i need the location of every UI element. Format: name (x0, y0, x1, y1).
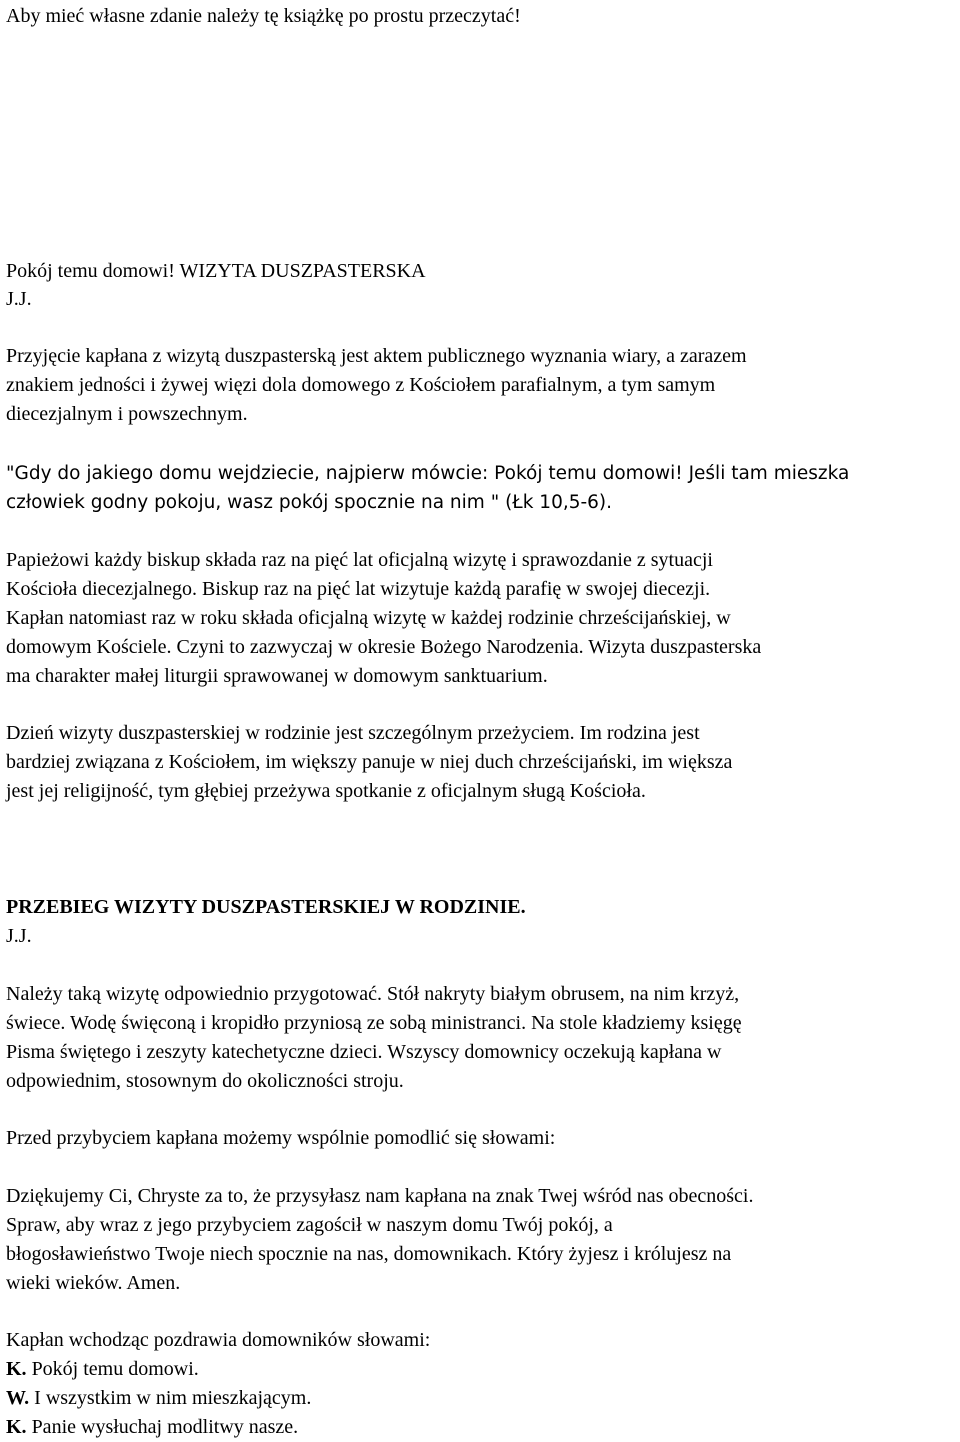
paragraph-line: Dzień wizyty duszpasterskiej w rodzinie jest szczególnym przeżyciem. Im rodzina jest (6, 722, 700, 744)
paragraph-line: Przed przybyciem kapłana możemy wspólnie pomodlić się słowami: (6, 1127, 556, 1149)
dialogue-text: I wszystkim w nim mieszkającym. (29, 1387, 312, 1409)
paragraph-line: Kapłan natomiast raz w roku składa oficjalną wizytę w każdej rodzinie chrześcijańskiej, w (6, 607, 731, 629)
paragraph-line: jest jej religijność, tym głębiej przeżywa spotkanie z oficjalnym sługą Kościoła. (6, 780, 646, 802)
dialogue-line (6, 1413, 298, 1442)
paragraph-line: Kościoła diecezjalnego. Biskup raz na pięć lat wizytuje każdą parafię w swojej diecezji. (6, 578, 711, 600)
dialogue-speaker: K. (6, 1358, 27, 1380)
paragraph-line: bardziej związana z Kościołem, im większy panuje w niej duch chrześcijański, im większa (6, 751, 733, 773)
paragraph-line: diecezjalnym i powszechnym. (6, 403, 248, 425)
paragraph-line: ma charakter małej liturgii sprawowanej w domowym sanktuarium. (6, 665, 548, 687)
paragraph-line: świece. Wodę święconą i kropidło przyniosą ze sobą ministranci. Na stole kładziemy księgę (6, 1012, 742, 1034)
paragraph-line: człowiek godny pokoju, wasz pokój spocznie na nim " (Łk 10,5-6). (6, 492, 613, 513)
paragraph-line: domowym Kościele. Czyni to zazwyczaj w okresie Bożego Narodzenia. Wizyta duszpasterska (6, 636, 762, 658)
paragraph-line: Pisma świętego i zeszyty katechetyczne dzieci. Wszyscy domownicy oczekują kapłana w (6, 1041, 722, 1063)
dialogue-line (6, 1384, 311, 1413)
dialogue-speaker: K. (6, 1416, 27, 1438)
paragraph-line: Kapłan wchodząc pozdrawia domowników słowami: (6, 1329, 431, 1351)
section-1-heading: Pokój temu domowi! WIZYTA DUSZPASTERSKA (6, 260, 426, 282)
paragraph-line: Dziękujemy Ci, Chryste za to, że przysyłasz nam kapłana na znak Twej wśród nas obecności. (6, 1185, 754, 1207)
paragraph-line: Należy taką wizytę odpowiednio przygotować. Stół nakryty białym obrusem, na nim krzyż, (6, 983, 740, 1005)
paragraph-line: "Gdy do jakiego domu wejdziecie, najpierw mówcie: Pokój temu domowi! Jeśli tam mieszka (6, 463, 850, 484)
paragraph-line: błogosławieństwo Twoje niech spocznie na nas, domownikach. Który żyjesz i królujesz na (6, 1243, 732, 1265)
dialogue-speaker: W. (6, 1387, 30, 1409)
intro-line: Aby mieć własne zdanie należy tę książkę po prostu przeczytać! (6, 5, 521, 27)
dialogue-text: Panie wysłuchaj modlitwy nasze. (26, 1416, 299, 1438)
dialogue-text: Pokój temu domowi. (26, 1358, 199, 1380)
dialogue-line (6, 1355, 199, 1384)
paragraph-line: Papieżowi każdy biskup składa raz na pięć lat oficjalną wizytę i sprawozdanie z sytuacji (6, 549, 713, 571)
paragraph-line: Spraw, aby wraz z jego przybyciem zagościł w naszym domu Twój pokój, a (6, 1214, 613, 1236)
section-1-author: J.J. (6, 288, 32, 310)
paragraph-line: znakiem jedności i żywej więzi dola domowego z Kościołem parafialnym, a tym samym (6, 374, 716, 396)
section-2-heading: PRZEBIEG WIZYTY DUSZPASTERSKIEJ W RODZINIE. (6, 896, 526, 918)
paragraph-line: wieki wieków. Amen. (6, 1272, 181, 1294)
paragraph-line: odpowiednim, stosownym do okoliczności stroju. (6, 1070, 404, 1092)
section-2-author: J.J. (6, 925, 32, 947)
paragraph-line: Przyjęcie kapłana z wizytą duszpasterską jest aktem publicznego wyznania wiary, a zarazem (6, 345, 747, 367)
